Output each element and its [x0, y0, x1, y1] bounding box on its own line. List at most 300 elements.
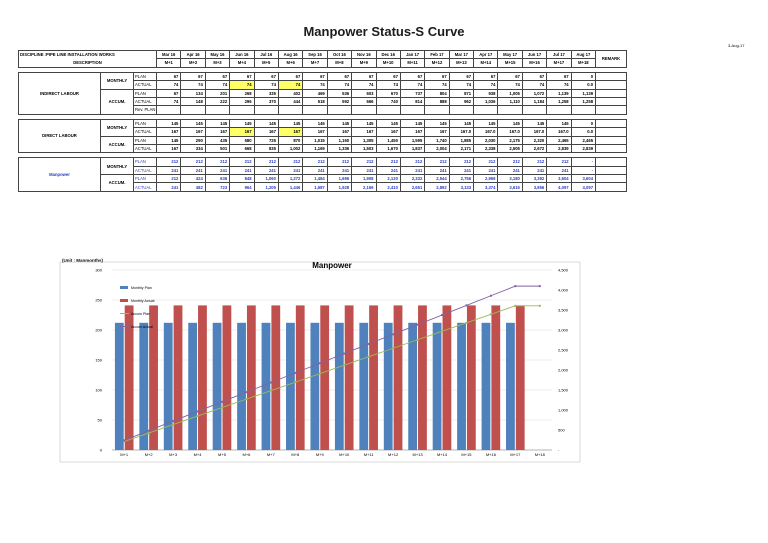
value-cell: 3,133 — [449, 183, 473, 191]
legend-label: Monthly Plan — [131, 286, 152, 290]
x-tick-label: M+6 — [242, 452, 251, 457]
accum-plan-point — [465, 322, 467, 324]
value-cell: 2,465 — [571, 136, 595, 144]
value-cell: 145 — [376, 119, 400, 127]
value-cell: 482 — [181, 183, 205, 191]
value-cell: 241 — [400, 166, 424, 174]
value-cell: 666 — [352, 97, 376, 105]
accum-actual-point — [148, 430, 150, 432]
value-cell: 1,595 — [400, 136, 424, 144]
value-cell: 241 — [181, 166, 205, 174]
value-cell: 4,097 — [547, 183, 571, 191]
value-cell: 167 — [205, 128, 229, 136]
month-header: Nov 16 — [352, 51, 376, 59]
value-cell: 1,258 — [571, 97, 595, 105]
value-cell: 145 — [474, 119, 498, 127]
accum-actual-point — [490, 295, 492, 297]
month-index-header: M+11 — [400, 59, 424, 67]
y-tick-label: 0 — [99, 447, 102, 453]
plan-bar — [359, 323, 368, 450]
group-label: ACCUM. — [101, 136, 134, 153]
x-tick-label: M+3 — [169, 452, 178, 457]
actual-bar — [491, 305, 500, 450]
value-cell: 370 — [254, 97, 278, 105]
accum-plan-point — [245, 398, 247, 400]
accum-actual-point — [539, 285, 541, 287]
month-index-header: M+8 — [327, 59, 351, 67]
value-cell: 67 — [230, 72, 254, 80]
accum-plan-point — [368, 356, 370, 358]
value-cell: 241 — [303, 166, 327, 174]
month-index-header: M+5 — [254, 59, 278, 67]
value-cell: 167.0 — [547, 128, 571, 136]
value-cell: 296 — [230, 97, 254, 105]
value-cell: 67 — [157, 72, 181, 80]
value-cell: 4,097 — [571, 183, 595, 191]
value-cell: 1,072 — [522, 89, 546, 97]
actual-bar — [271, 305, 280, 450]
value-cell: 1,110 — [498, 97, 522, 105]
plan-bar — [286, 323, 295, 450]
value-cell: 938 — [474, 89, 498, 97]
value-cell: 964 — [230, 183, 254, 191]
value-cell: 67 — [425, 72, 449, 80]
value-cell: 241 — [278, 166, 302, 174]
value-cell: 501 — [205, 144, 229, 152]
value-cell: 1,503 — [352, 144, 376, 152]
value-cell: 241 — [254, 166, 278, 174]
y2-tick-label: 4,000 — [558, 287, 569, 293]
unit-label: (Unit : Manmonths) — [62, 258, 103, 263]
plan-bar — [262, 323, 271, 450]
plan-bar — [115, 323, 124, 450]
month-index-header: M+15 — [498, 59, 522, 67]
value-cell: 241 — [522, 166, 546, 174]
value-cell: 2,120 — [376, 175, 400, 183]
value-cell: 1,928 — [327, 183, 351, 191]
accum-actual-point — [343, 353, 345, 355]
accum-plan-point — [221, 407, 223, 409]
value-cell: 167 — [230, 128, 254, 136]
accum-actual-point — [294, 372, 296, 374]
legend-swatch — [120, 286, 128, 289]
actual-bar — [247, 305, 256, 450]
value-cell: 848 — [230, 175, 254, 183]
value-cell: 1,272 — [278, 175, 302, 183]
value-cell: 1,696 — [327, 175, 351, 183]
value-cell: 212 — [522, 158, 546, 166]
accum-actual-point — [319, 362, 321, 364]
x-tick-label: M+12 — [388, 452, 399, 457]
month-header: Dec 16 — [376, 51, 400, 59]
accum-plan-point — [441, 330, 443, 332]
value-cell: 74 — [157, 97, 181, 105]
value-cell: 2,839 — [547, 144, 571, 152]
plan-bar — [164, 323, 173, 450]
month-header: Aug 17 — [571, 51, 595, 59]
value-cell: 2,332 — [400, 175, 424, 183]
y2-tick-label: 4,500 — [558, 267, 569, 273]
value-cell: 74 — [400, 81, 424, 89]
value-cell: 1,184 — [522, 97, 546, 105]
value-cell: 3,180 — [498, 175, 522, 183]
value-cell: 212 — [425, 158, 449, 166]
value-cell: 201 — [205, 89, 229, 97]
value-cell: 2,169 — [352, 183, 376, 191]
row-type-label: ACTUAL — [134, 183, 157, 191]
value-cell: 145 — [181, 119, 205, 127]
value-cell: 145 — [327, 119, 351, 127]
value-cell: 145 — [157, 136, 181, 144]
value-cell: 603 — [352, 89, 376, 97]
value-cell: 145 — [303, 119, 327, 127]
group-label: ACCUM. — [101, 89, 134, 114]
section-label: DIRECT LABOUR — [19, 119, 101, 153]
value-cell: 167 — [400, 128, 424, 136]
value-cell: 1,169 — [303, 144, 327, 152]
actual-bar — [345, 305, 354, 450]
value-cell: 2,410 — [376, 183, 400, 191]
legend-label: Monthly Actual — [131, 299, 155, 303]
value-cell: 212 — [547, 158, 571, 166]
accum-plan-point — [539, 305, 541, 307]
value-cell: 1,036 — [474, 97, 498, 105]
value-cell: 962 — [449, 97, 473, 105]
accum-plan-point — [197, 415, 199, 417]
value-cell: 167 — [303, 128, 327, 136]
value-cell: 0 — [571, 72, 595, 80]
value-cell: 1,205 — [254, 183, 278, 191]
value-cell: 74 — [327, 81, 351, 89]
value-cell: 2,175 — [498, 136, 522, 144]
page-title: Manpower Status-S Curve — [303, 24, 465, 39]
x-tick-label: M+4 — [193, 452, 202, 457]
value-cell: 74 — [522, 81, 546, 89]
accum-actual-point — [197, 410, 199, 412]
value-cell: 0.0 — [571, 128, 595, 136]
value-cell: 1,740 — [425, 136, 449, 144]
accum-plan-point — [172, 424, 174, 426]
value-cell: 1,336 — [327, 144, 351, 152]
value-cell: 67 — [400, 72, 424, 80]
value-cell: 2,505 — [498, 144, 522, 152]
x-tick-label: M+2 — [144, 452, 153, 457]
month-header: Mar 16 — [157, 51, 181, 59]
value-cell: 3,856 — [522, 183, 546, 191]
value-cell: 241 — [327, 166, 351, 174]
chart-title: Manpower — [312, 261, 352, 270]
month-header: Mar 17 — [449, 51, 473, 59]
accum-actual-point — [392, 333, 394, 335]
value-cell: 670 — [376, 89, 400, 97]
value-cell: 167 — [376, 128, 400, 136]
report-date: 3-Aug-17 — [728, 43, 745, 48]
value-cell: 241 — [157, 166, 181, 174]
value-cell: 145 — [205, 119, 229, 127]
remark-header: REMARK — [596, 51, 627, 68]
y-tick-label: 50 — [97, 417, 102, 423]
value-cell: 871 — [449, 89, 473, 97]
x-tick-label: M+11 — [363, 452, 374, 457]
actual-bar — [394, 305, 403, 450]
value-cell: 241 — [205, 166, 229, 174]
accum-plan-point — [319, 373, 321, 375]
value-cell: 241 — [376, 166, 400, 174]
month-header: Feb 17 — [425, 51, 449, 59]
month-index-header: M+2 — [181, 59, 205, 67]
row-type-label: PLAN — [134, 119, 157, 127]
value-cell: 2,672 — [522, 144, 546, 152]
y2-tick-label: 1,000 — [558, 407, 569, 413]
value-cell: 580 — [230, 136, 254, 144]
accum-actual-point — [221, 401, 223, 403]
value-cell: 167.0 — [474, 128, 498, 136]
accum-actual-point — [245, 391, 247, 393]
x-tick-label: M+14 — [436, 452, 448, 457]
value-cell: 167 — [425, 128, 449, 136]
value-cell: 3,374 — [474, 183, 498, 191]
y-tick-label: 150 — [95, 357, 102, 363]
actual-bar — [418, 305, 427, 450]
y2-tick-label: 1,500 — [558, 387, 569, 393]
value-cell: 335 — [254, 89, 278, 97]
value-cell: 167.0 — [498, 128, 522, 136]
value-cell: 1,305 — [352, 136, 376, 144]
month-header: Jun 17 — [522, 51, 546, 59]
group-label: MONTHLY — [101, 72, 134, 89]
month-header: Jul 16 — [254, 51, 278, 59]
actual-bar — [198, 305, 207, 450]
value-cell: 1,160 — [327, 136, 351, 144]
value-cell: 2,320 — [522, 136, 546, 144]
y-tick-label: 250 — [95, 297, 102, 303]
value-cell: 212 — [205, 158, 229, 166]
accum-plan-point — [343, 364, 345, 366]
value-cell: 870 — [278, 136, 302, 144]
value-cell: 74 — [498, 81, 522, 89]
value-cell: 835 — [254, 144, 278, 152]
value-cell: 888 — [425, 97, 449, 105]
value-cell: 67 — [522, 72, 546, 80]
x-tick-label: M+7 — [266, 452, 275, 457]
accum-plan-point — [490, 313, 492, 315]
value-cell: 74 — [425, 81, 449, 89]
month-index-header: M+18 — [571, 59, 595, 67]
value-cell: 2,968 — [474, 175, 498, 183]
value-cell: 212 — [352, 158, 376, 166]
value-cell: 67 — [278, 72, 302, 80]
value-cell: 814 — [400, 97, 424, 105]
accum-plan-point — [294, 381, 296, 383]
x-tick-label: M+5 — [218, 452, 226, 457]
value-cell: 2,171 — [449, 144, 473, 152]
month-index-header: M+3 — [205, 59, 229, 67]
row-type-label: ACTUAL — [134, 81, 157, 89]
value-cell: 67 — [205, 72, 229, 80]
row-type-label: ACTUAL — [134, 166, 157, 174]
value-cell: 1,450 — [376, 136, 400, 144]
value-cell: 2,651 — [400, 183, 424, 191]
accum-plan-point — [392, 347, 394, 349]
value-cell: 2,465 — [547, 136, 571, 144]
value-cell: 74 — [303, 81, 327, 89]
month-index-header: M+12 — [425, 59, 449, 67]
value-cell: 212 — [449, 158, 473, 166]
legend-swatch — [120, 299, 128, 302]
value-cell: 2,338 — [474, 144, 498, 152]
y-tick-label: 200 — [95, 327, 102, 333]
group-label: MONTHLY — [101, 119, 134, 136]
accum-actual-point — [123, 439, 125, 441]
value-cell: 241 — [547, 166, 571, 174]
value-cell: 212 — [303, 158, 327, 166]
month-header: May 16 — [205, 51, 229, 59]
value-cell: 2,544 — [425, 175, 449, 183]
month-index-header: M+13 — [449, 59, 473, 67]
month-header: Jan 17 — [400, 51, 424, 59]
value-cell: 2,892 — [425, 183, 449, 191]
value-cell: 668 — [230, 144, 254, 152]
accum-plan-point — [270, 390, 272, 392]
value-cell: 74 — [157, 81, 181, 89]
accum-actual-line — [124, 286, 540, 440]
row-type-label: ACTUAL — [134, 144, 157, 152]
value-cell: 212 — [278, 158, 302, 166]
value-cell: 145 — [352, 119, 376, 127]
x-tick-label: M+9 — [315, 452, 324, 457]
actual-bar — [223, 305, 232, 450]
value-cell: 67 — [376, 72, 400, 80]
legend-label: Accum Plan — [131, 312, 151, 316]
value-cell: 2,030 — [474, 136, 498, 144]
value-cell: 1,139 — [571, 89, 595, 97]
value-cell: 167 — [278, 128, 302, 136]
value-cell: 67 — [498, 72, 522, 80]
value-cell: 74 — [352, 81, 376, 89]
value-cell: 1,687 — [303, 183, 327, 191]
value-cell: 145 — [254, 119, 278, 127]
value-cell: 212 — [376, 158, 400, 166]
value-cell: 469 — [303, 89, 327, 97]
value-cell: 67 — [303, 72, 327, 80]
month-header: Aug 16 — [278, 51, 302, 59]
value-cell: 241 — [230, 166, 254, 174]
value-cell: 536 — [327, 89, 351, 97]
value-cell: 212 — [327, 158, 351, 166]
value-cell: 241 — [449, 166, 473, 174]
x-tick-label: M+15 — [461, 452, 472, 457]
value-cell: 74 — [449, 81, 473, 89]
actual-bar — [174, 305, 183, 450]
value-cell: 145 — [498, 119, 522, 127]
value-cell: 67 — [449, 72, 473, 80]
actual-bar — [516, 305, 525, 450]
section-label: Manpower — [19, 158, 101, 192]
actual-bar — [369, 305, 378, 450]
value-cell: 167.0 — [522, 128, 546, 136]
value-cell: 222 — [205, 97, 229, 105]
value-cell: 212 — [474, 158, 498, 166]
value-cell: 74 — [205, 81, 229, 89]
value-cell: 145 — [157, 119, 181, 127]
value-cell: 1,060 — [254, 175, 278, 183]
month-header: May 17 — [498, 51, 522, 59]
value-cell: 145 — [278, 119, 302, 127]
value-cell: 67 — [181, 72, 205, 80]
plan-bar — [457, 323, 466, 450]
value-cell: 2,004 — [425, 144, 449, 152]
row-type-label: PLAN — [134, 72, 157, 80]
y2-tick-label: - — [558, 447, 560, 453]
value-cell: 67 — [327, 72, 351, 80]
value-cell: 134 — [181, 89, 205, 97]
value-cell: 1,005 — [498, 89, 522, 97]
month-index-header: M+17 — [547, 59, 571, 67]
value-cell: 212 — [157, 175, 181, 183]
month-index-header: M+4 — [230, 59, 254, 67]
value-cell: 1,002 — [278, 144, 302, 152]
discipline-label: DISCIPLINE :PIPE LINE INSTALLATION WORKS — [19, 51, 157, 59]
group-label: ACCUM. — [101, 175, 134, 192]
value-cell: 145 — [522, 119, 546, 127]
y2-tick-label: 2,500 — [558, 347, 569, 353]
value-cell: 1,015 — [303, 136, 327, 144]
description-header: DESCRIPTION — [19, 59, 157, 67]
value-cell: 167.0 — [449, 128, 473, 136]
accum-actual-point — [441, 314, 443, 316]
value-cell: 1,885 — [449, 136, 473, 144]
y2-tick-label: 500 — [558, 427, 565, 433]
value-cell: 67 — [157, 89, 181, 97]
value-cell: 444 — [278, 97, 302, 105]
section-label: INDIRECT LABOUR — [19, 72, 101, 114]
plan-bar — [384, 323, 393, 450]
value-cell: 212 — [498, 158, 522, 166]
plan-bar — [139, 323, 148, 450]
y-tick-label: 100 — [95, 387, 102, 393]
value-cell: 592 — [327, 97, 351, 105]
row-type-label: ACTUAL — [134, 97, 157, 105]
row-type-label: Rev. PLAN — [135, 107, 156, 113]
value-cell: 167 — [157, 128, 181, 136]
legend-label: Accum Actual — [131, 325, 153, 329]
row-type-label: PLAN — [134, 175, 157, 183]
value-cell: 0.0 — [571, 81, 595, 89]
value-cell: 74 — [278, 81, 302, 89]
x-tick-label: M+1 — [120, 452, 129, 457]
value-cell: 3,615 — [498, 183, 522, 191]
value-cell: 74 — [547, 81, 571, 89]
plan-bar — [433, 323, 442, 450]
actual-bar — [296, 305, 305, 450]
accum-actual-point — [172, 420, 174, 422]
value-cell: 74 — [181, 81, 205, 89]
value-cell: 268 — [230, 89, 254, 97]
accum-actual-point — [270, 382, 272, 384]
row-type-label: ACTUAL — [134, 128, 157, 136]
value-cell: 167 — [181, 128, 205, 136]
value-cell: 148 — [181, 97, 205, 105]
value-cell: 74 — [230, 81, 254, 89]
value-cell: 241 — [425, 166, 449, 174]
x-tick-label: M+16 — [485, 452, 496, 457]
value-cell: 725 — [254, 136, 278, 144]
month-index-header: M+6 — [278, 59, 302, 67]
x-tick-label: M+18 — [534, 452, 545, 457]
value-cell: 212 — [157, 158, 181, 166]
value-cell: 740 — [376, 97, 400, 105]
value-cell: 167 — [327, 128, 351, 136]
